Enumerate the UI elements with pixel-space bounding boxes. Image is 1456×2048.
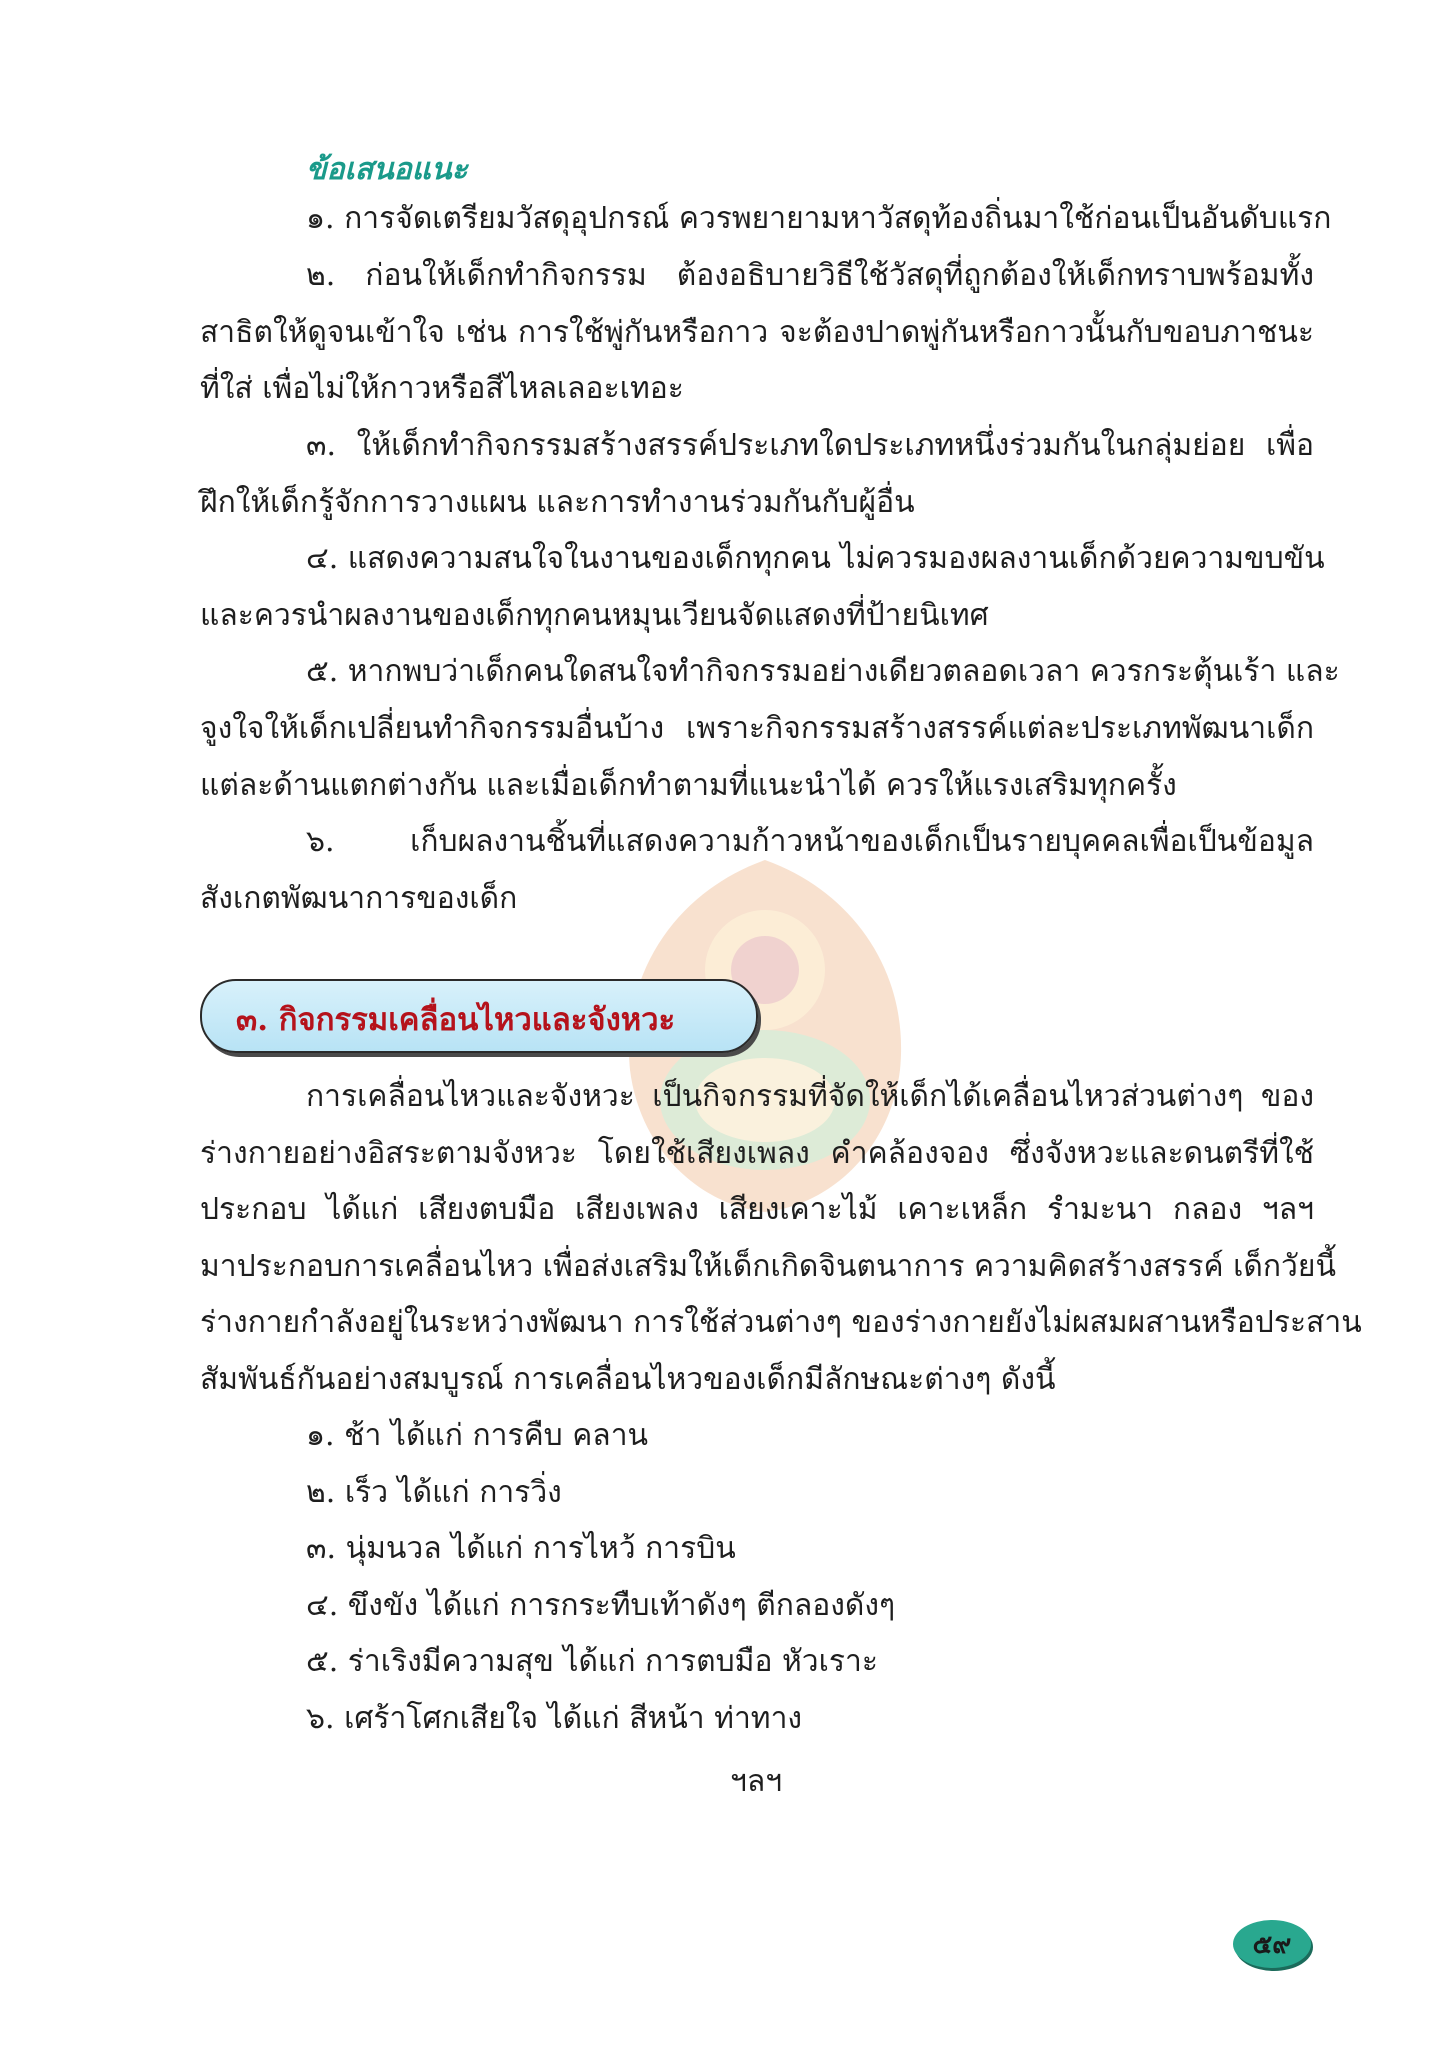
- suggestion-line-2: ๒. ก่อนให้เด็กทำกิจกรรม ต้องอธิบายวิธีใช้วัสดุที่ถูกต้องให้เด็กทราบพร้อมทั้ง: [306, 258, 1314, 293]
- suggestion-line-12: ๖. เก็บผลงานชิ้นที่แสดงความก้าวหน้าของเด็กเป็นรายบุคคลเพื่อเป็นข้อมูล: [306, 824, 1314, 859]
- suggestion-line-11: แต่ละด้านแตกต่างกัน และเมื่อเด็กทำตามที่แนะนำได้ ควรให้แรงเสริมทุกครั้ง: [200, 768, 1177, 803]
- suggestion-line-10: จูงใจให้เด็กเปลี่ยนทำกิจกรรมอื่นบ้าง เพราะกิจกรรมสร้างสรรค์แต่ละประเภทพัฒนาเด็ก: [200, 711, 1314, 746]
- body-line-6: สัมพันธ์กันอย่างสมบูรณ์ การเคลื่อนไหวของเด็กมีลักษณะต่างๆ ดังนี้: [200, 1362, 1056, 1397]
- etcetera-marker: ฯลฯ: [730, 1764, 783, 1799]
- suggestion-line-6: ฝึกให้เด็กรู้จักการวางแผน และการทำงานร่วมกันกับผู้อื่น: [200, 485, 915, 520]
- section-title: ๓. กิจกรรมเคลื่อนไหวและจังหวะ: [236, 1002, 676, 1038]
- suggestion-line-4: ที่ใส่ เพื่อไม่ให้กาวหรือสีไหลเลอะเทอะ: [200, 371, 684, 406]
- suggestion-line-7: ๔. แสดงความสนใจในงานของเด็กทุกคน ไม่ควรมองผลงานเด็กด้วยความขบขัน: [306, 541, 1325, 576]
- page-number: ๕๙: [1252, 1929, 1292, 1960]
- body-line-5: ร่างกายกำลังอยู่ในระหว่างพัฒนา การใช้ส่วนต่างๆ ของร่างกายยังไม่ผสมผสานหรือประสาน: [200, 1305, 1362, 1340]
- movement-list-item-6: ๖. เศร้าโศกเสียใจ ได้แก่ สีหน้า ท่าทาง: [306, 1701, 803, 1736]
- suggestions-heading: ข้อเสนอแนะ: [306, 152, 468, 187]
- page-number-badge: [1233, 1920, 1311, 1968]
- movement-list-item-1: ๑. ช้า ได้แก่ การคืบ คลาน: [306, 1418, 649, 1453]
- suggestion-line-8: และควรนำผลงานของเด็กทุกคนหมุนเวียนจัดแสดงที่ป้ายนิเทศ: [200, 598, 989, 633]
- body-line-1: การเคลื่อนไหวและจังหวะ เป็นกิจกรรมที่จัดให้เด็กได้เคลื่อนไหวส่วนต่างๆ ของ: [306, 1079, 1314, 1114]
- body-line-3: ประกอบ ได้แก่ เสียงตบมือ เสียงเพลง เสียงเคาะไม้ เคาะเหล็ก รำมะนา กลอง ฯลฯ: [200, 1192, 1314, 1227]
- movement-list-item-4: ๔. ขึงขัง ได้แก่ การกระทืบเท้าดังๆ ตีกลองดังๆ: [306, 1588, 896, 1623]
- suggestion-line-3: สาธิตให้ดูจนเข้าใจ เช่น การใช้พู่กันหรือกาว จะต้องปาดพู่กันหรือกาวนั้นกับขอบภาชนะ: [200, 315, 1314, 350]
- body-line-4: มาประกอบการเคลื่อนไหว เพื่อส่งเสริมให้เด็กเกิดจินตนาการ ความคิดสร้างสรรค์ เด็กวัยนี้: [200, 1249, 1336, 1284]
- suggestion-line-5: ๓. ให้เด็กทำกิจกรรมสร้างสรรค์ประเภทใดประเภทหนึ่งร่วมกันในกลุ่มย่อย เพื่อ: [306, 428, 1314, 463]
- section-title-banner: [200, 979, 758, 1053]
- body-line-2: ร่างกายอย่างอิสระตามจังหวะ โดยใช้เสียงเพลง คำคล้องจอง ซึ่งจังหวะและดนตรีที่ใช้: [200, 1136, 1314, 1171]
- movement-list-item-2: ๒. เร็ว ได้แก่ การวิ่ง: [306, 1475, 562, 1510]
- movement-list-item-5: ๕. ร่าเริงมีความสุข ได้แก่ การตบมือ หัวเราะ: [306, 1644, 878, 1679]
- suggestion-line-13: สังเกตพัฒนาการของเด็ก: [200, 881, 518, 916]
- suggestion-line-9: ๕. หากพบว่าเด็กคนใดสนใจทำกิจกรรมอย่างเดียวตลอดเวลา ควรกระตุ้นเร้า และ: [306, 654, 1340, 689]
- movement-list-item-3: ๓. นุ่มนวล ได้แก่ การไหว้ การบิน: [306, 1531, 736, 1566]
- suggestion-line-1: ๑. การจัดเตรียมวัสดุอุปกรณ์ ควรพยายามหาวัสดุท้องถิ่นมาใช้ก่อนเป็นอันดับแรก: [306, 201, 1332, 236]
